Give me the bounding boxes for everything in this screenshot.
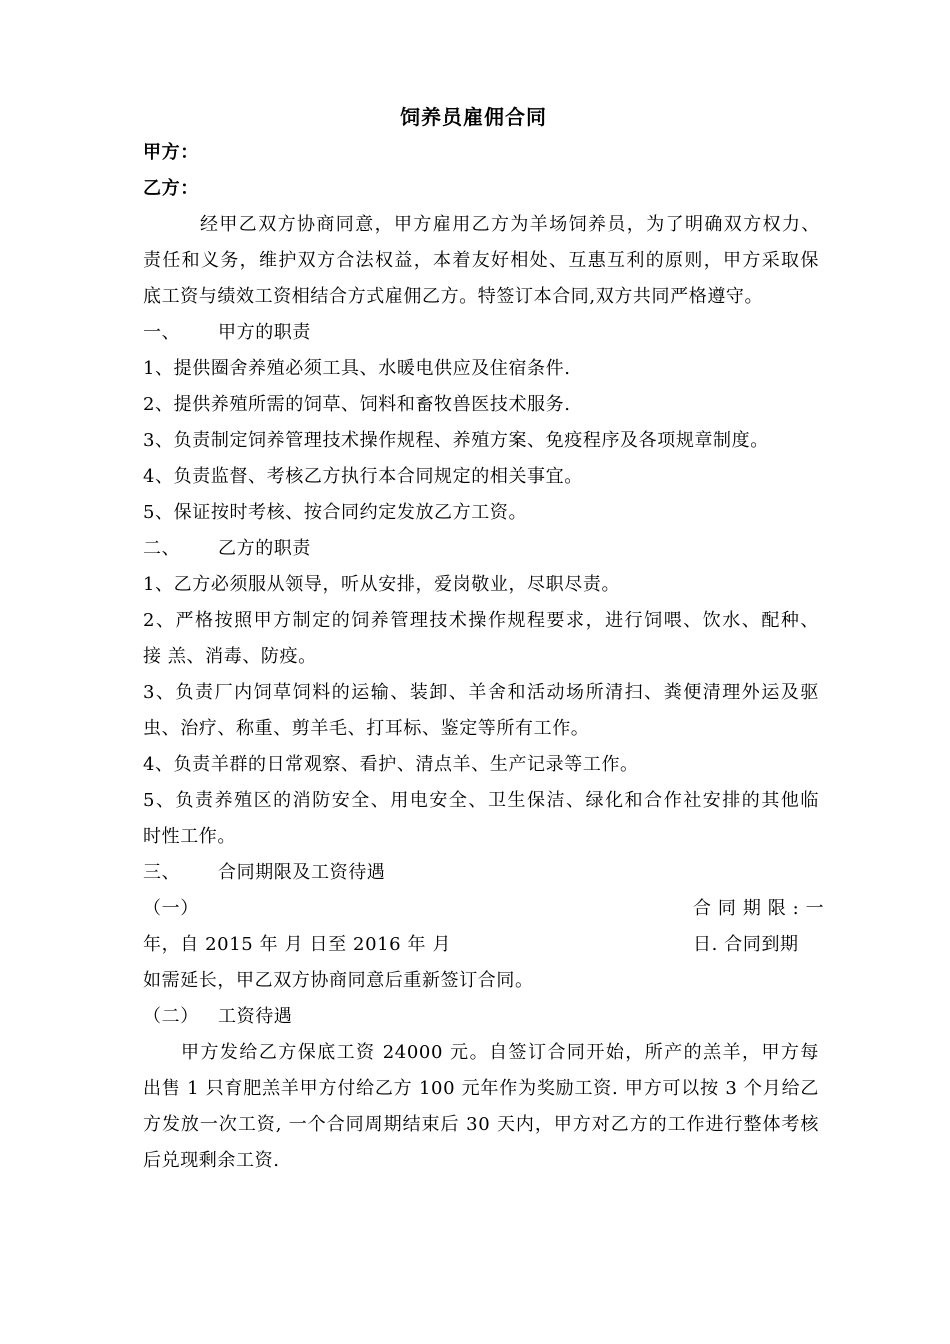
pay-line: 后兑现剩余工资.	[143, 1150, 280, 1171]
section-2-line: 5、负责养殖区的消防安全、用电安全、卫生保洁、绿化和合作社安排的其他临	[143, 790, 819, 811]
subsection-2-heading: 工资待遇	[218, 1006, 293, 1027]
intro-line-2: 责任和义务，维护双方合法权益，本着友好相处、互惠互利的原则，甲方采取保	[143, 250, 819, 271]
party-a-label: 甲方：	[143, 142, 199, 163]
contract-term-label: 合 同 期 限 : 一	[693, 898, 825, 919]
section-2-line: 接 羔、消毒、防疫。	[143, 646, 317, 667]
section-2-line: 2、严格按照甲方制定的饲养管理技术操作规程要求，进行饲喂、饮水、配种、	[143, 610, 819, 631]
section-1-number: 一、	[143, 322, 181, 343]
section-3-number: 三、	[143, 862, 181, 883]
section-2-line: 1、乙方必须服从领导，听从安排，爱岗敬业，尽职尽责。	[143, 574, 621, 595]
section-1-item: 5、保证按时考核、按合同约定发放乙方工资。	[143, 502, 528, 523]
section-1-item: 2、提供养殖所需的饲草、饲料和畜牧兽医技术服务.	[143, 394, 571, 415]
section-2-number: 二、	[143, 538, 181, 559]
party-b-label: 乙方：	[143, 178, 199, 199]
section-2-heading: 乙方的职责	[218, 538, 311, 559]
section-2-line: 4、负责羊群的日常观察、看护、清点羊、生产记录等工作。	[143, 754, 639, 775]
section-1-heading: 甲方的职责	[218, 322, 311, 343]
section-1-item: 1、提供圈舍养殖必须工具、水暖电供应及住宿条件.	[143, 358, 571, 379]
intro-line-1: 经甲乙双方协商同意，甲方雇用乙方为羊场饲养员，为了明确双方权力、	[200, 214, 820, 235]
subsection-1-number: （一）	[143, 898, 199, 919]
subsection-2-number: （二）	[143, 1006, 199, 1027]
contract-term-end: 日. 合同到期	[693, 934, 799, 955]
pay-line: 出售 1 只育肥羔羊甲方付给乙方 100 元年作为奖励工资. 甲方可以按 3 个月给乙	[143, 1078, 819, 1099]
intro-line-3: 底工资与绩效工资相结合方式雇佣乙方。特签订本合同,双方共同严格遵守。	[143, 286, 764, 307]
pay-line: 方发放一次工资, 一个合同周期结束后 30 天内，甲方对乙方的工作进行整体考核	[143, 1114, 819, 1135]
contract-renewal-line: 如需延长，甲乙双方协商同意后重新签订合同。	[143, 970, 534, 991]
section-2-line: 时性工作。	[143, 826, 236, 847]
contract-term-dates: 年，自 2015 年 月 日至 2016 年 月	[143, 934, 452, 955]
document-title: 饲养员雇佣合同	[400, 105, 547, 129]
section-1-item: 4、负责监督、考核乙方执行本合同规定的相关事宜。	[143, 466, 583, 487]
section-2-line: 虫、治疗、称重、剪羊毛、打耳标、鉴定等所有工作。	[143, 718, 590, 739]
section-1-item: 3、负责制定饲养管理技术操作规程、养殖方案、免疫程序及各项规章制度。	[143, 430, 769, 451]
section-2-line: 3、负责厂内饲草饲料的运输、装卸、羊舍和活动场所清扫、粪便清理外运及驱	[143, 682, 819, 703]
pay-line: 甲方发给乙方保底工资 24000 元。自签订合同开始，所产的羔羊，甲方每	[181, 1042, 819, 1063]
section-3-heading: 合同期限及工资待遇	[218, 862, 386, 883]
